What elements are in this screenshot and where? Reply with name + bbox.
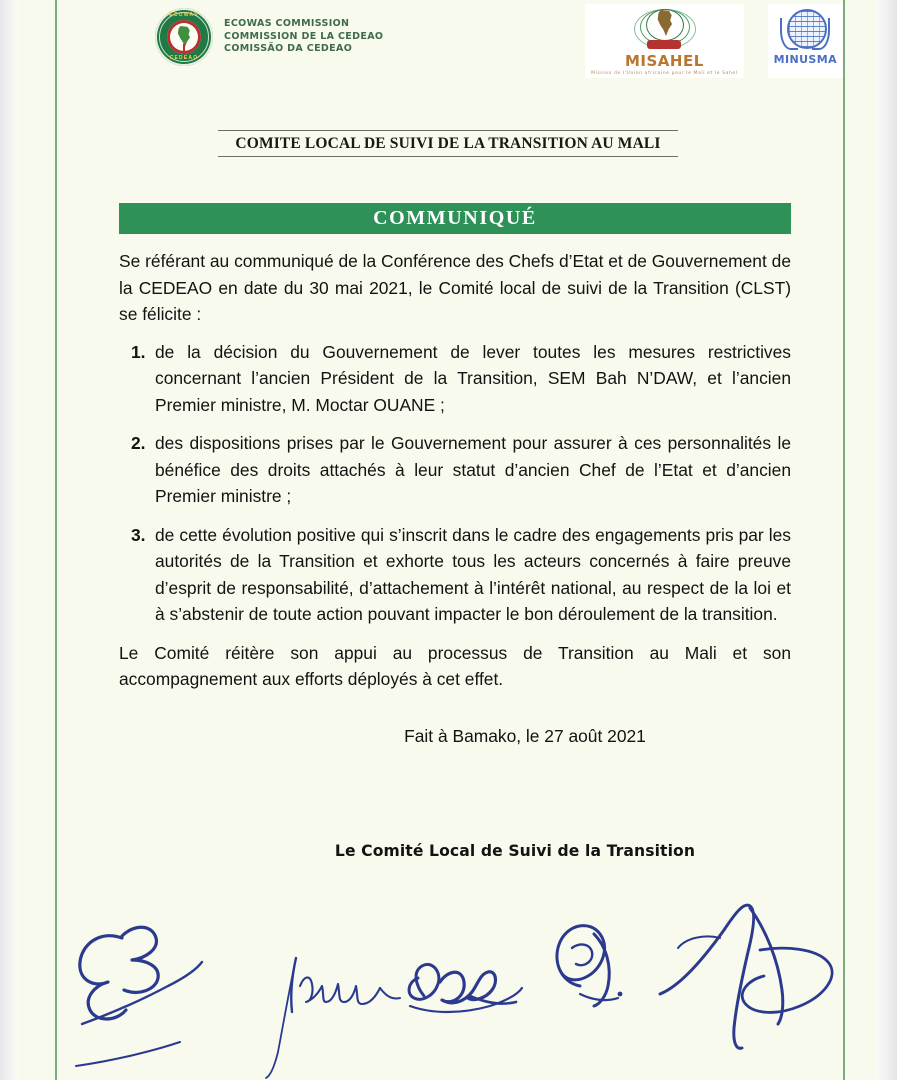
- closing-paragraph: Le Comité réitère son appui au processus de Transition au Mali et son accompagnement aux efforts déployés à cet effet.: [119, 642, 791, 689]
- ecowas-seal-icon: [155, 8, 213, 66]
- un-wreath-right: [812, 18, 830, 50]
- committee-title-text: COMITE LOCAL DE SUIVI DE LA TRANSITION AU MALI: [235, 135, 661, 152]
- scan-edge-right: [875, 0, 897, 1080]
- misahel-wordmark: MISAHEL: [624, 52, 704, 70]
- ecowas-line-fr: COMMISSION DE LA CEDEAO: [224, 30, 384, 42]
- communique-banner-label: COMMUNIQUÉ: [373, 207, 537, 229]
- seal-bottom-text: CEDEAO: [169, 55, 199, 61]
- misahel-ribbon: [647, 40, 681, 49]
- scan-edge-left: [0, 0, 18, 1080]
- signature-caption: Le Comité Local de Suivi de la Transition: [334, 842, 696, 860]
- document-body: [119, 248, 791, 693]
- committee-title: [218, 130, 678, 157]
- ecowas-line-pt: COMISSÃO DA CEDEAO: [224, 43, 353, 55]
- partner-logos: [585, 4, 843, 78]
- page-frame-rule-left: [55, 0, 57, 1080]
- ecowas-logo-block: [155, 8, 383, 66]
- un-emblem-icon: [778, 7, 832, 53]
- date-line: Fait à Bamako, le 27 août 2021: [404, 726, 646, 746]
- title-rule-bottom: [218, 156, 678, 157]
- signature-block: [60, 890, 840, 1080]
- page-frame-rule-right: [843, 0, 845, 1080]
- ecowas-wordmark: [224, 18, 383, 56]
- ecowas-line-en: ECOWAS COMMISSION: [224, 18, 350, 30]
- minusma-wordmark: MINUSMA: [773, 53, 837, 66]
- intro-paragraph: Se référant au communiqué de la Conférence des Chefs d’Etat et de Gouvernement de la CEDEAO en date du 30 mai 2021, le Comité local de suivi de la Transition (CLST) se félicite :: [119, 251, 791, 324]
- signature-5: [660, 905, 832, 1048]
- signatures-ink: [60, 890, 840, 1080]
- minusma-logo: [768, 4, 843, 78]
- letterhead: [57, 0, 843, 92]
- seal-top-text: ECOWAS: [169, 12, 199, 18]
- clause-list: [119, 339, 791, 628]
- misahel-logo: [585, 4, 744, 78]
- signature-2: [266, 958, 400, 1078]
- signature-4: [557, 926, 622, 1006]
- title-rule-top: [218, 130, 678, 131]
- clause-item: de la décision du Gouvernement de lever toutes les mesures restrictives concernant l’ancien Président de la Transition, SEM Bah N’DAW, et l’ancien Premier ministre, M. Moctar OUANE ;: [155, 341, 791, 415]
- un-wreath-left: [780, 18, 798, 50]
- clause-item: des dispositions prises par le Gouvernement pour assurer à ces personnalités le bénéfice des droits attachés à leur statut d’ancien Chef de l’Etat et d’ancien Premier ministre ;: [155, 433, 791, 506]
- communique-banner: [119, 203, 791, 234]
- signature-3: [409, 964, 522, 1012]
- misahel-tagline: Mission de l'Union africaine pour le Mali et le Sahel: [591, 71, 738, 76]
- signature-1: [76, 927, 202, 1066]
- clause-item: de cette évolution positive qui s’inscrit dans le cadre des engagements pris par les autorités de la Transition et exhorte tous les acteurs concernés à faire preuve d’esprit de responsabilité, d’attachement à l’intérêt national, au respect de la loi et à s’abstenir de toute action pouvant impacter le bon déroulement de la transition.: [155, 524, 791, 624]
- misahel-emblem-icon: [633, 7, 695, 51]
